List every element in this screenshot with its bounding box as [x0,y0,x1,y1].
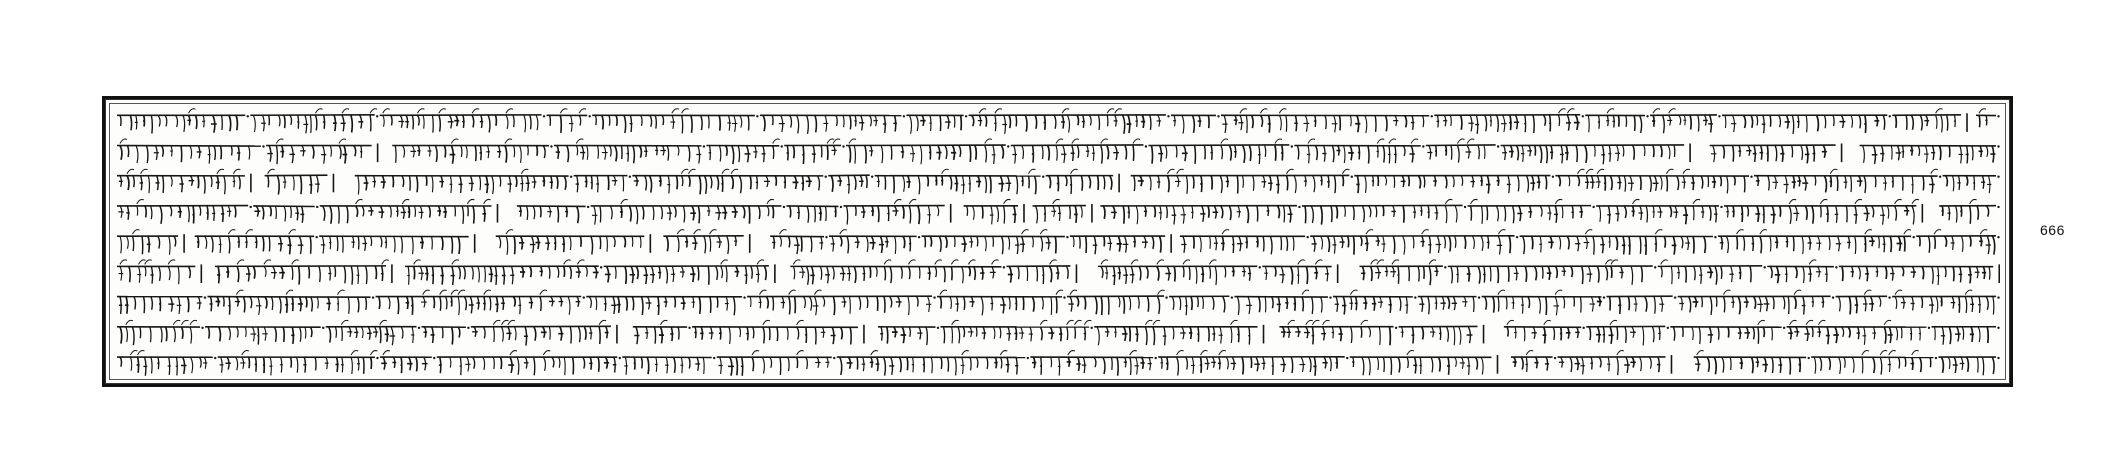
tibetan-script-lines [115,105,2000,377]
script-line [117,109,2000,134]
script-line [117,230,2000,255]
script-line [117,320,2000,345]
page-number: 666 [2040,222,2065,238]
script-line [117,169,2000,194]
script-line [117,351,2000,376]
script-line [117,139,2000,164]
script-line [117,260,1999,285]
script-line [117,290,2000,315]
tibetan-text-block [115,105,2000,377]
folio-border [102,96,2013,387]
script-line [117,199,2000,224]
